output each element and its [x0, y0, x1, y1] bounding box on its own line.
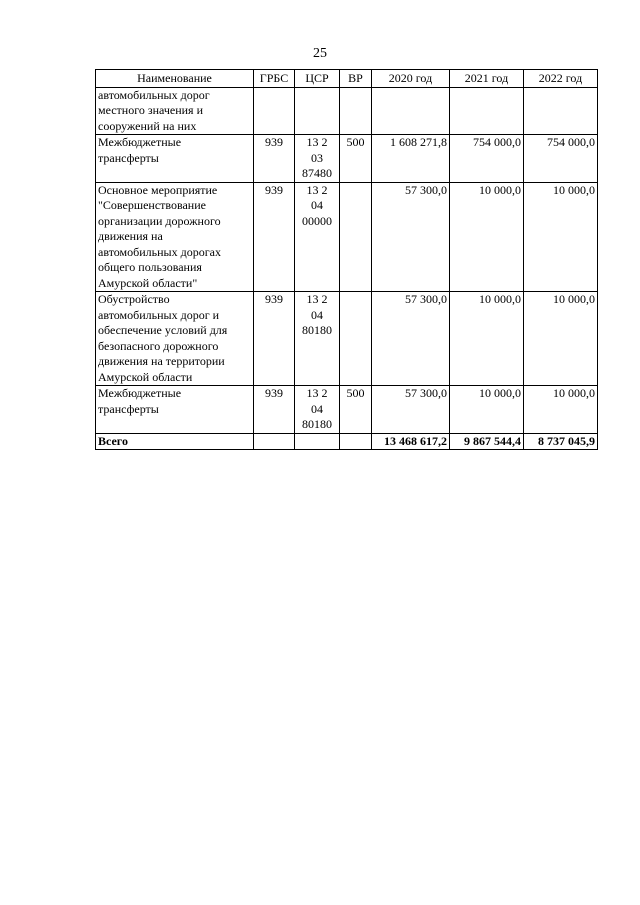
row-name — [96, 135, 254, 183]
row-name — [96, 386, 254, 434]
row-name-line: движения на территории — [98, 354, 225, 368]
row-csr-line: 04 — [311, 307, 323, 322]
row-vr — [340, 292, 372, 386]
row-name-line: организации дорожного — [98, 213, 221, 228]
total-2022: 8 737 045,9 — [524, 433, 598, 450]
row-y2021: 10 000,0 — [450, 386, 524, 434]
row-name-line: сооружений на них — [98, 118, 197, 133]
row-name-line: безопасного дорожного — [98, 338, 219, 353]
row-csr — [295, 386, 340, 434]
row-name-line: Межбюджетные — [98, 135, 182, 149]
row-name-line: общего пользования — [98, 260, 202, 274]
page-number: 25 — [313, 46, 327, 61]
row-y2021: 754 000,0 — [450, 135, 524, 183]
header-row — [96, 70, 598, 88]
row-name-line: Обустройство — [98, 292, 170, 306]
row-name — [96, 182, 254, 292]
row-csr-line: 04 — [311, 401, 323, 416]
row-y2020: 1 608 271,8 — [372, 135, 450, 183]
row-y2022: 10 000,0 — [524, 386, 598, 434]
table-row — [96, 292, 598, 386]
header-2022: 2022 год — [524, 70, 598, 88]
row-name-line: автомобильных дорог — [98, 87, 210, 102]
table-row — [96, 135, 598, 183]
row-name-line: местного значения и — [98, 103, 203, 117]
row-y2020 — [372, 87, 450, 135]
total-label: Всего — [96, 433, 254, 450]
row-name-line: движения на — [98, 229, 163, 243]
row-y2021: 10 000,0 — [450, 182, 524, 292]
row-name-line: Амурской области — [98, 369, 193, 384]
row-csr-line: 80180 — [302, 323, 332, 337]
row-grbs: 939 — [254, 135, 295, 183]
total-2020: 13 468 617,2 — [372, 433, 450, 450]
header-grbs: ГРБС — [254, 70, 295, 88]
row-name-line: автомобильных дорогах — [98, 244, 221, 259]
header-2021: 2021 год — [450, 70, 524, 88]
row-y2020: 57 300,0 — [372, 386, 450, 434]
table-row — [96, 87, 598, 135]
header-csr: ЦСР — [295, 70, 340, 88]
row-y2020: 57 300,0 — [372, 182, 450, 292]
row-csr-line: 03 — [311, 150, 323, 165]
row-y2022: 10 000,0 — [524, 182, 598, 292]
row-csr-line: 80180 — [302, 417, 332, 431]
row-csr-line: 13 2 — [306, 182, 328, 197]
total-2021: 9 867 544,4 — [450, 433, 524, 450]
row-csr-line: 04 — [311, 198, 323, 212]
row-name-line: трансферты — [98, 150, 159, 165]
row-csr — [295, 87, 340, 135]
header-name: Наименование — [96, 70, 254, 88]
table-row — [96, 386, 598, 434]
row-csr-line: 13 2 — [306, 292, 328, 306]
header-2020: 2020 год — [372, 70, 450, 88]
row-y2022: 754 000,0 — [524, 135, 598, 183]
row-y2022 — [524, 87, 598, 135]
row-csr — [295, 135, 340, 183]
row-csr-line: 00000 — [302, 213, 332, 228]
row-name-line: обеспечение условий для — [98, 323, 228, 337]
row-y2020: 57 300,0 — [372, 292, 450, 386]
row-vr: 500 — [340, 386, 372, 434]
total-grbs — [254, 433, 295, 450]
row-grbs — [254, 87, 295, 135]
row-y2022: 10 000,0 — [524, 292, 598, 386]
row-vr — [340, 87, 372, 135]
total-csr — [295, 433, 340, 450]
row-name-line: Основное мероприятие — [98, 182, 218, 197]
row-name-line: автомобильных дорог и — [98, 307, 220, 322]
row-csr-line: 13 2 — [306, 135, 328, 149]
row-name-line: трансферты — [98, 401, 159, 416]
row-vr — [340, 182, 372, 292]
row-csr-line: 87480 — [302, 166, 332, 180]
row-name — [96, 87, 254, 135]
row-name-line: Межбюджетные — [98, 386, 182, 400]
table-row — [96, 182, 598, 292]
budget-table — [95, 69, 598, 450]
row-vr: 500 — [340, 135, 372, 183]
row-name-line: "Совершенствование — [98, 198, 206, 212]
row-grbs: 939 — [254, 182, 295, 292]
row-csr — [295, 182, 340, 292]
header-vr: ВР — [340, 70, 372, 88]
row-name — [96, 292, 254, 386]
total-row — [96, 433, 598, 450]
row-csr — [295, 292, 340, 386]
table-body — [96, 87, 598, 433]
row-name-line: Амурской области" — [98, 275, 198, 290]
row-grbs: 939 — [254, 386, 295, 434]
row-grbs: 939 — [254, 292, 295, 386]
row-y2021 — [450, 87, 524, 135]
total-vr — [340, 433, 372, 450]
row-y2021: 10 000,0 — [450, 292, 524, 386]
row-csr-line: 13 2 — [306, 386, 328, 400]
